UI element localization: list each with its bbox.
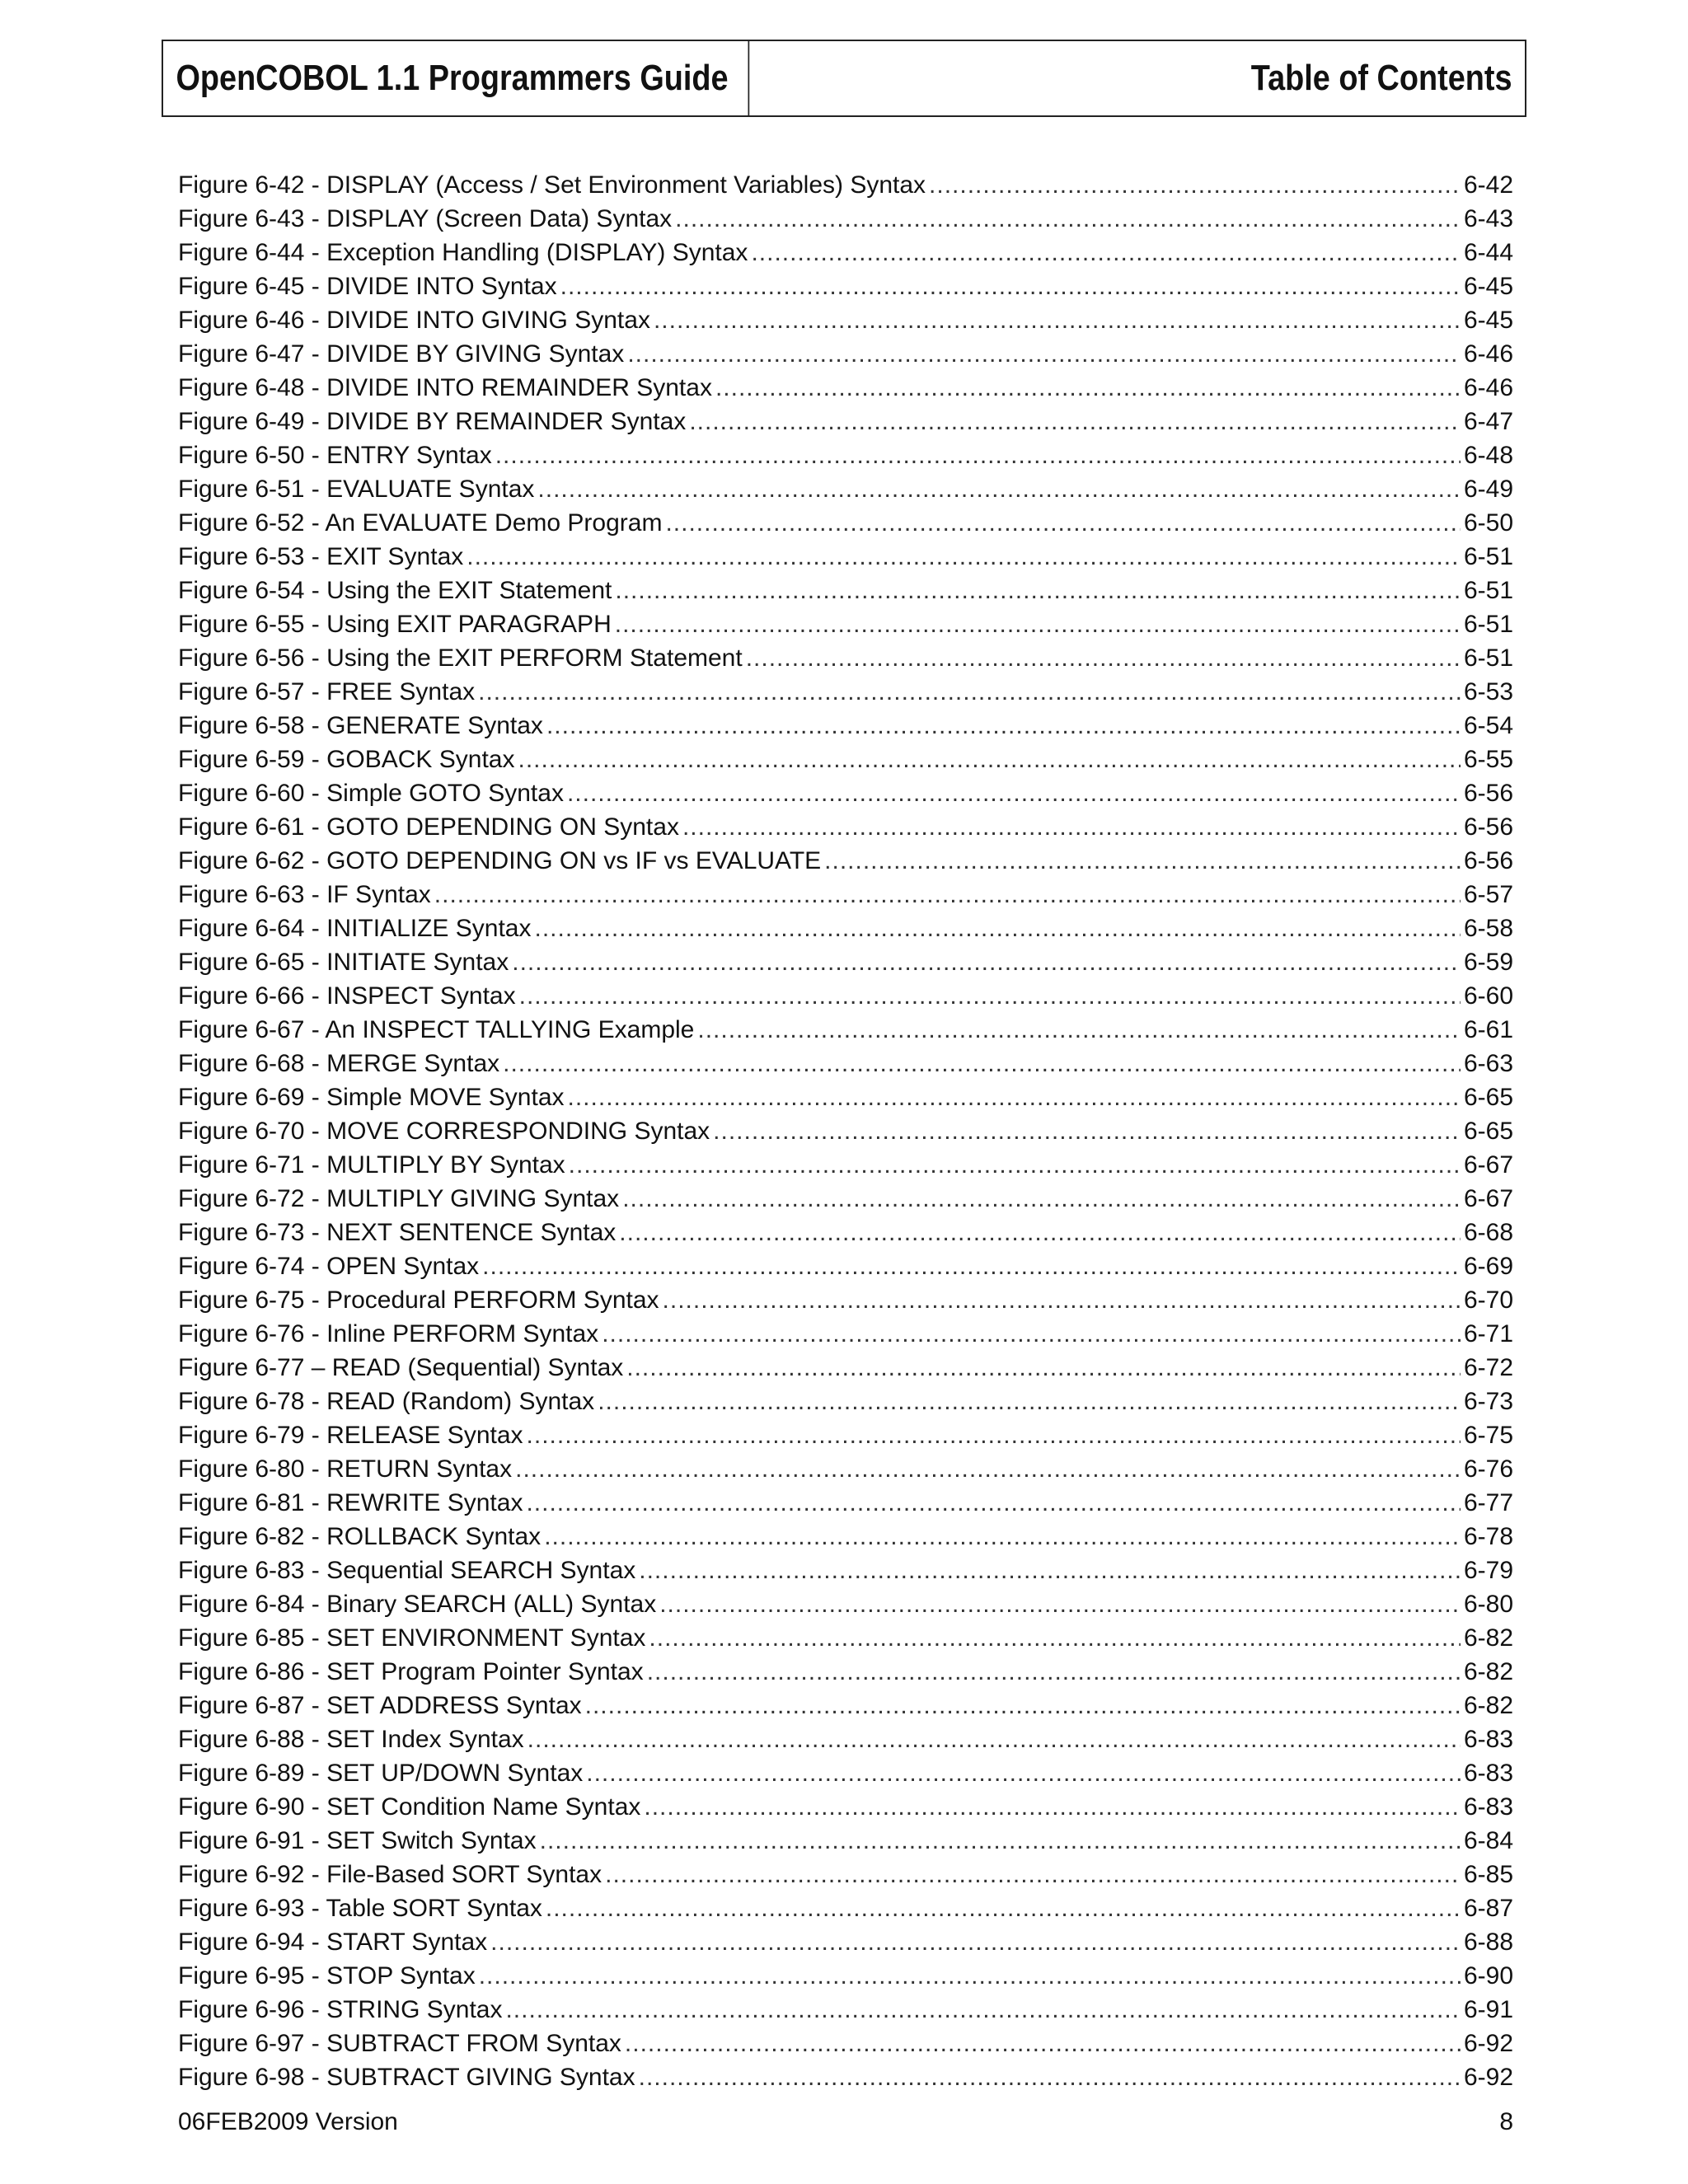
- toc-entry-title: Figure 6-98 - SUBTRACT GIVING Syntax: [178, 2064, 635, 2091]
- toc-entry-title: Figure 6-82 - ROLLBACK Syntax: [178, 1523, 542, 1550]
- toc-entry-page: 6-72: [1463, 1354, 1513, 1381]
- toc-entry[interactable]: [178, 1452, 1513, 1486]
- toc-entry-page: 6-50: [1463, 509, 1513, 537]
- toc-dot-leader: [615, 574, 1461, 607]
- toc-entry-title: Figure 6-83 - Sequential SEARCH Syntax: [178, 1557, 636, 1584]
- toc-entry[interactable]: [178, 709, 1513, 743]
- toc-entry-title: Figure 6-54 - Using the EXIT Statement: [178, 577, 612, 604]
- toc-dot-leader: [482, 1249, 1461, 1283]
- toc-dot-leader: [467, 540, 1461, 574]
- toc-entry-title: Figure 6-81 - REWRITE Syntax: [178, 1489, 523, 1516]
- toc-entry-page: 6-46: [1463, 374, 1513, 401]
- toc-dot-leader: [824, 844, 1461, 878]
- toc-entry-page: 6-78: [1463, 1523, 1513, 1550]
- toc-entry-page: 6-82: [1463, 1624, 1513, 1652]
- toc-dot-leader: [512, 945, 1461, 979]
- toc-entry[interactable]: [178, 438, 1513, 472]
- toc-entry-title: Figure 6-96 - STRING Syntax: [178, 1996, 503, 2023]
- toc-entry-page: 6-65: [1463, 1084, 1513, 1111]
- toc-entry-page: 6-48: [1463, 442, 1513, 469]
- toc-entry-page: 6-42: [1463, 171, 1513, 199]
- toc-entry-title: Figure 6-65 - INITIATE Syntax: [178, 949, 509, 976]
- toc-entry-title: Figure 6-50 - ENTRY Syntax: [178, 442, 492, 469]
- toc-dot-leader: [627, 337, 1461, 371]
- toc-entry-title: Figure 6-92 - File-Based SORT Syntax: [178, 1861, 603, 1888]
- toc-entry[interactable]: [178, 1655, 1513, 1689]
- toc-entry-page: 6-56: [1463, 780, 1513, 807]
- toc-entry-title: Figure 6-91 - SET Switch Syntax: [178, 1827, 537, 1854]
- toc-entry-page: 6-49: [1463, 476, 1513, 503]
- toc-dot-leader: [639, 2060, 1461, 2094]
- toc-entry[interactable]: [178, 1385, 1513, 1418]
- toc-entry-page: 6-65: [1463, 1118, 1513, 1145]
- toc-entry[interactable]: [178, 743, 1513, 776]
- toc-entry-title: Figure 6-72 - MULTIPLY GIVING Syntax: [178, 1185, 620, 1212]
- toc-entry-page: 6-51: [1463, 644, 1513, 672]
- toc-entry[interactable]: [178, 202, 1513, 236]
- toc-entry[interactable]: [178, 1080, 1513, 1114]
- toc-entry[interactable]: [178, 1114, 1513, 1148]
- toc-entry-title: Figure 6-48 - DIVIDE INTO REMAINDER Syntax: [178, 374, 712, 401]
- toc-dot-leader: [537, 472, 1461, 506]
- toc-entry[interactable]: [178, 1283, 1513, 1317]
- toc-entry-page: 6-83: [1463, 1760, 1513, 1787]
- toc-dot-leader: [665, 506, 1461, 540]
- toc-entry-page: 6-82: [1463, 1658, 1513, 1685]
- toc-entry[interactable]: [178, 776, 1513, 810]
- toc-entry-page: 6-60: [1463, 982, 1513, 1010]
- toc-entry-title: Figure 6-74 - OPEN Syntax: [178, 1253, 480, 1280]
- toc-entry[interactable]: [178, 1317, 1513, 1351]
- toc-entry-title: Figure 6-53 - EXIT Syntax: [178, 543, 464, 570]
- toc-dot-leader: [713, 1114, 1461, 1148]
- toc-entry-title: Figure 6-62 - GOTO DEPENDING ON vs IF vs EVALUATE: [178, 847, 822, 874]
- toc-entry-title: Figure 6-86 - SET Program Pointer Syntax: [178, 1658, 644, 1685]
- toc-entry[interactable]: [178, 574, 1513, 607]
- toc-entry-page: 6-75: [1463, 1422, 1513, 1449]
- section-title: Table of Contents: [1250, 58, 1512, 98]
- toc-entry[interactable]: [178, 1756, 1513, 1790]
- toc-entry-title: Figure 6-45 - DIVIDE INTO Syntax: [178, 273, 557, 300]
- toc-entry-page: 6-92: [1463, 2030, 1513, 2057]
- toc-dot-leader: [490, 1925, 1461, 1959]
- toc-entry-page: 6-56: [1463, 813, 1513, 841]
- toc-entry-title: Figure 6-76 - Inline PERFORM Syntax: [178, 1320, 599, 1347]
- toc-entry-page: 6-56: [1463, 847, 1513, 874]
- toc-entry-page: 6-51: [1463, 611, 1513, 638]
- toc-entry-title: Figure 6-42 - DISPLAY (Access / Set Environment Variables) Syntax: [178, 171, 926, 199]
- toc-entry-page: 6-55: [1463, 746, 1513, 773]
- toc-entry[interactable]: [178, 979, 1513, 1013]
- toc-entry[interactable]: [178, 269, 1513, 303]
- toc-entry-title: Figure 6-44 - Exception Handling (DISPLAY) Syntax: [178, 239, 748, 266]
- toc-entry-page: 6-83: [1463, 1793, 1513, 1821]
- toc-entry[interactable]: [178, 1486, 1513, 1520]
- toc-dot-leader: [585, 1689, 1461, 1722]
- toc-entry[interactable]: [178, 1891, 1513, 1925]
- toc-dot-leader: [544, 1520, 1461, 1554]
- toc-dot-leader: [567, 776, 1461, 810]
- toc-entry[interactable]: [178, 641, 1513, 675]
- toc-entry[interactable]: [178, 405, 1513, 438]
- toc-dot-leader: [625, 2027, 1461, 2060]
- toc-entry-title: Figure 6-80 - RETURN Syntax: [178, 1455, 513, 1483]
- toc-entry-title: Figure 6-61 - GOTO DEPENDING ON Syntax: [178, 813, 679, 841]
- toc-dot-leader: [605, 1858, 1461, 1891]
- toc-entry-page: 6-77: [1463, 1489, 1513, 1516]
- toc-dot-leader: [751, 236, 1461, 269]
- toc-entry-page: 6-57: [1463, 881, 1513, 908]
- toc-entry[interactable]: [178, 675, 1513, 709]
- toc-entry-page: 6-82: [1463, 1692, 1513, 1719]
- toc-dot-leader: [534, 912, 1460, 945]
- toc-entry-page: 6-46: [1463, 340, 1513, 368]
- toc-entry-title: Figure 6-88 - SET Index Syntax: [178, 1726, 524, 1753]
- toc-dot-leader: [675, 202, 1461, 236]
- toc-dot-leader: [586, 1756, 1461, 1790]
- toc-dot-leader: [546, 1891, 1461, 1925]
- toc-entry-title: Figure 6-66 - INSPECT Syntax: [178, 982, 516, 1010]
- toc-entry[interactable]: [178, 1925, 1513, 1959]
- toc-dot-leader: [602, 1317, 1461, 1351]
- toc-dot-leader: [526, 1486, 1461, 1520]
- toc-entry-page: 6-43: [1463, 205, 1513, 232]
- toc-dot-leader: [560, 269, 1461, 303]
- toc-entry[interactable]: [178, 1520, 1513, 1554]
- toc-entry-title: Figure 6-63 - IF Syntax: [178, 881, 431, 908]
- toc-dot-leader: [663, 1283, 1461, 1317]
- toc-entry-page: 6-79: [1463, 1557, 1513, 1584]
- toc-dot-leader: [528, 1722, 1461, 1756]
- toc-entry[interactable]: [178, 303, 1513, 337]
- toc-entry[interactable]: [178, 878, 1513, 912]
- table-of-figures: [178, 168, 1513, 2094]
- toc-entry-page: 6-71: [1463, 1320, 1513, 1347]
- toc-entry[interactable]: [178, 1689, 1513, 1722]
- toc-entry-title: Figure 6-93 - Table SORT Syntax: [178, 1895, 542, 1922]
- toc-dot-leader: [546, 709, 1461, 743]
- toc-entry-page: 6-44: [1463, 239, 1513, 266]
- toc-entry[interactable]: [178, 371, 1513, 405]
- toc-dot-leader: [659, 1587, 1461, 1621]
- toc-dot-leader: [434, 878, 1461, 912]
- toc-entry-title: Figure 6-59 - GOBACK Syntax: [178, 746, 515, 773]
- toc-dot-leader: [639, 1554, 1461, 1587]
- toc-entry-page: 6-54: [1463, 712, 1513, 739]
- toc-entry[interactable]: [178, 1621, 1513, 1655]
- toc-dot-leader: [527, 1418, 1461, 1452]
- toc-entry-title: Figure 6-58 - GENERATE Syntax: [178, 712, 543, 739]
- toc-entry-page: 6-58: [1463, 915, 1513, 942]
- toc-dot-leader: [503, 1047, 1461, 1080]
- toc-entry-title: Figure 6-78 - READ (Random) Syntax: [178, 1388, 595, 1415]
- toc-dot-leader: [647, 1655, 1461, 1689]
- toc-entry-page: 6-47: [1463, 408, 1513, 435]
- page-footer: [178, 2108, 1513, 2136]
- toc-dot-leader: [689, 405, 1461, 438]
- toc-entry-title: Figure 6-67 - An INSPECT TALLYING Example: [178, 1016, 695, 1043]
- toc-entry-page: 6-51: [1463, 543, 1513, 570]
- page-header: [162, 40, 1526, 117]
- toc-dot-leader: [598, 1385, 1461, 1418]
- toc-entry-page: 6-76: [1463, 1455, 1513, 1483]
- toc-entry[interactable]: [178, 1182, 1513, 1216]
- toc-entry[interactable]: [178, 912, 1513, 945]
- toc-entry-page: 6-51: [1463, 577, 1513, 604]
- toc-dot-leader: [518, 743, 1461, 776]
- toc-entry-title: Figure 6-70 - MOVE CORRESPONDING Syntax: [178, 1118, 710, 1145]
- toc-entry-page: 6-63: [1463, 1050, 1513, 1077]
- toc-entry-page: 6-87: [1463, 1895, 1513, 1922]
- toc-entry[interactable]: [178, 1858, 1513, 1891]
- toc-dot-leader: [697, 1013, 1461, 1047]
- toc-dot-leader: [479, 1959, 1461, 1993]
- toc-entry-title: Figure 6-77 – READ (Sequential) Syntax: [178, 1354, 624, 1381]
- toc-dot-leader: [615, 607, 1461, 641]
- toc-entry-page: 6-68: [1463, 1219, 1513, 1246]
- toc-entry[interactable]: [178, 1993, 1513, 2027]
- toc-dot-leader: [569, 1148, 1461, 1182]
- toc-entry-title: Figure 6-84 - Binary SEARCH (ALL) Syntax: [178, 1591, 657, 1618]
- toc-entry-page: 6-80: [1463, 1591, 1513, 1618]
- toc-dot-leader: [505, 1993, 1460, 2027]
- toc-entry[interactable]: [178, 1216, 1513, 1249]
- toc-entry[interactable]: [178, 1013, 1513, 1047]
- toc-entry[interactable]: [178, 1148, 1513, 1182]
- toc-entry[interactable]: [178, 810, 1513, 844]
- toc-dot-leader: [519, 979, 1461, 1013]
- toc-dot-leader: [495, 438, 1461, 472]
- toc-entry-title: Figure 6-51 - EVALUATE Syntax: [178, 476, 535, 503]
- toc-entry[interactable]: [178, 844, 1513, 878]
- toc-entry[interactable]: [178, 2027, 1513, 2060]
- toc-entry-page: 6-83: [1463, 1726, 1513, 1753]
- toc-entry-title: Figure 6-73 - NEXT SENTENCE Syntax: [178, 1219, 617, 1246]
- toc-dot-leader: [568, 1080, 1461, 1114]
- toc-entry-title: Figure 6-49 - DIVIDE BY REMAINDER Syntax: [178, 408, 687, 435]
- toc-entry-title: Figure 6-60 - Simple GOTO Syntax: [178, 780, 564, 807]
- toc-entry[interactable]: [178, 1418, 1513, 1452]
- toc-dot-leader: [649, 1621, 1461, 1655]
- toc-entry-page: 6-67: [1463, 1151, 1513, 1179]
- toc-entry[interactable]: [178, 1790, 1513, 1824]
- toc-entry[interactable]: [178, 1587, 1513, 1621]
- toc-entry[interactable]: [178, 1824, 1513, 1858]
- toc-entry-page: 6-73: [1463, 1388, 1513, 1415]
- toc-entry-title: Figure 6-55 - Using EXIT PARAGRAPH: [178, 611, 612, 638]
- toc-entry[interactable]: [178, 540, 1513, 574]
- toc-entry-page: 6-61: [1463, 1016, 1513, 1043]
- toc-entry-title: Figure 6-71 - MULTIPLY BY Syntax: [178, 1151, 565, 1179]
- toc-entry-title: Figure 6-94 - START Syntax: [178, 1929, 488, 1956]
- toc-entry[interactable]: [178, 168, 1513, 202]
- toc-entry-page: 6-85: [1463, 1861, 1513, 1888]
- toc-dot-leader: [654, 303, 1461, 337]
- toc-entry-page: 6-45: [1463, 273, 1513, 300]
- toc-entry-title: Figure 6-79 - RELEASE Syntax: [178, 1422, 523, 1449]
- toc-entry-page: 6-70: [1463, 1286, 1513, 1314]
- toc-entry[interactable]: [178, 607, 1513, 641]
- toc-entry-title: Figure 6-57 - FREE Syntax: [178, 678, 476, 705]
- toc-entry[interactable]: [178, 236, 1513, 269]
- toc-entry[interactable]: [178, 945, 1513, 979]
- toc-entry-title: Figure 6-89 - SET UP/DOWN Syntax: [178, 1760, 584, 1787]
- toc-entry[interactable]: [178, 1351, 1513, 1385]
- toc-entry-title: Figure 6-64 - INITIALIZE Syntax: [178, 915, 532, 942]
- toc-entry-page: 6-88: [1463, 1929, 1513, 1956]
- toc-entry-title: Figure 6-75 - Procedural PERFORM Syntax: [178, 1286, 659, 1314]
- toc-entry-title: Figure 6-85 - SET ENVIRONMENT Syntax: [178, 1624, 646, 1652]
- document-title: OpenCOBOL 1.1 Programmers Guide: [163, 41, 749, 115]
- toc-dot-leader: [929, 168, 1461, 202]
- toc-entry-title: Figure 6-97 - SUBTRACT FROM Syntax: [178, 2030, 621, 2057]
- toc-dot-leader: [622, 1182, 1461, 1216]
- toc-dot-leader: [626, 1351, 1461, 1385]
- toc-entry-page: 6-84: [1463, 1827, 1513, 1854]
- version-label: 06FEB2009 Version: [178, 2108, 398, 2135]
- toc-entry[interactable]: [178, 1722, 1513, 1756]
- toc-dot-leader: [619, 1216, 1461, 1249]
- toc-entry[interactable]: [178, 1554, 1513, 1587]
- toc-dot-leader: [540, 1824, 1461, 1858]
- toc-entry[interactable]: [178, 1249, 1513, 1283]
- toc-dot-leader: [478, 675, 1461, 709]
- toc-dot-leader: [682, 810, 1461, 844]
- toc-entry-title: Figure 6-43 - DISPLAY (Screen Data) Syntax: [178, 205, 673, 232]
- toc-entry-page: 6-91: [1463, 1996, 1513, 2023]
- toc-entry-title: Figure 6-95 - STOP Syntax: [178, 1962, 476, 1990]
- toc-entry[interactable]: [178, 2060, 1513, 2094]
- page-number: 8: [1499, 2108, 1513, 2135]
- toc-entry-page: 6-90: [1463, 1962, 1513, 1990]
- toc-entry[interactable]: [178, 1047, 1513, 1080]
- toc-dot-leader: [515, 1452, 1461, 1486]
- toc-entry-title: Figure 6-47 - DIVIDE BY GIVING Syntax: [178, 340, 625, 368]
- toc-entry-title: Figure 6-46 - DIVIDE INTO GIVING Syntax: [178, 307, 650, 334]
- toc-entry-title: Figure 6-69 - Simple MOVE Syntax: [178, 1084, 565, 1111]
- toc-entry[interactable]: [178, 337, 1513, 371]
- toc-entry-title: Figure 6-87 - SET ADDRESS Syntax: [178, 1692, 582, 1719]
- toc-entry-page: 6-53: [1463, 678, 1513, 705]
- toc-entry-title: Figure 6-52 - An EVALUATE Demo Program: [178, 509, 663, 537]
- toc-entry[interactable]: [178, 472, 1513, 506]
- toc-entry-page: 6-59: [1463, 949, 1513, 976]
- toc-dot-leader: [715, 371, 1461, 405]
- toc-entry[interactable]: [178, 506, 1513, 540]
- toc-dot-leader: [746, 641, 1461, 675]
- toc-entry-title: Figure 6-90 - SET Condition Name Syntax: [178, 1793, 641, 1821]
- toc-entry-page: 6-67: [1463, 1185, 1513, 1212]
- toc-entry-page: 6-45: [1463, 307, 1513, 334]
- toc-entry-title: Figure 6-68 - MERGE Syntax: [178, 1050, 500, 1077]
- toc-entry[interactable]: [178, 1959, 1513, 1993]
- toc-entry-page: 6-69: [1463, 1253, 1513, 1280]
- toc-dot-leader: [644, 1790, 1461, 1824]
- toc-entry-title: Figure 6-56 - Using the EXIT PERFORM Statement: [178, 644, 743, 672]
- toc-entry-page: 6-92: [1463, 2064, 1513, 2091]
